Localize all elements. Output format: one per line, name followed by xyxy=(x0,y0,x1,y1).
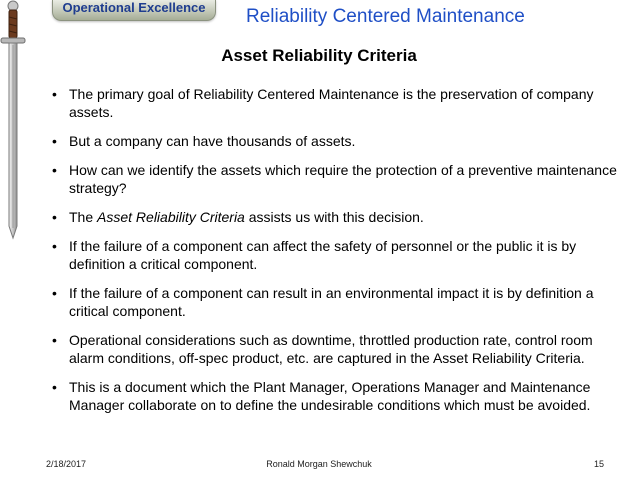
bullet-text-after: assists us with this decision. xyxy=(244,209,424,225)
footer-page-number: 15 xyxy=(593,459,604,469)
bullet-item: • But a company can have thousands of assets. xyxy=(52,132,617,150)
bullet-item: • If the failure of a component can affect the safety of personnel or the public it is by definition a critical component. xyxy=(52,237,617,273)
bullet-text-before: The xyxy=(69,209,98,225)
bullet-item: • How can we identify the assets which require the protection of a preventive maintenance strategy? xyxy=(52,161,617,197)
slide-heading: Asset Reliability Criteria xyxy=(221,46,417,65)
bullet-emphasis: Asset Reliability Criteria xyxy=(97,209,245,225)
sword-icon xyxy=(0,0,40,478)
bullet-item: • If the failure of a component can result in an environmental impact it is by definition a critical component. xyxy=(52,284,617,320)
badge-label: Operational Excellence xyxy=(62,0,206,15)
bullet-item: • Operational considerations such as downtime, throttled production rate, control room alarm conditions, off-spec product, etc. are captured in the Asset Reliability Criteria. xyxy=(52,331,617,367)
header-badge xyxy=(52,0,216,21)
bullet-list xyxy=(52,85,617,425)
bullet-item xyxy=(52,208,617,226)
bullet-item: • The primary goal of Reliability Centered Maintenance is the preservation of company assets. xyxy=(52,85,617,121)
footer-date: 2/18/2017 xyxy=(46,459,87,469)
footer-author: Ronald Morgan Shewchuk xyxy=(266,459,372,469)
bullet-item: • This is a document which the Plant Manager, Operations Manager and Maintenance Manager collaborate on to define the undesirable conditions which must be avoided. xyxy=(52,378,617,414)
header-title: Reliability Centered Maintenance xyxy=(246,6,525,27)
